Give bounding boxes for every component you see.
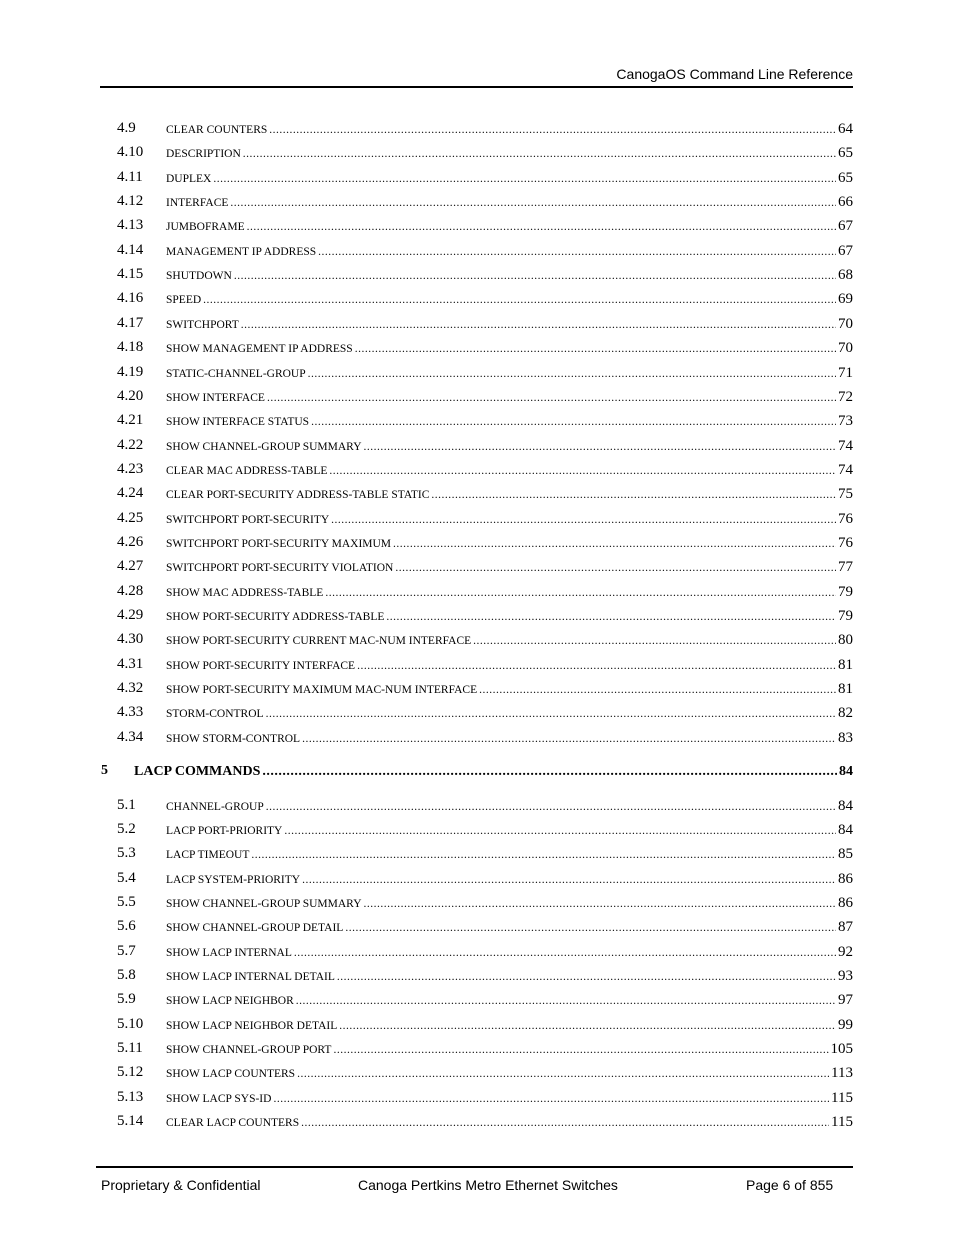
dot-leader	[386, 608, 836, 626]
toc-page-number: 76	[838, 510, 853, 527]
dot-leader	[284, 822, 836, 840]
toc-section-title: LACP SYSTEM-PRIORITY	[166, 873, 301, 886]
toc-section-number: 5.1	[117, 796, 136, 813]
toc-section-title: DUPLEX	[166, 172, 212, 185]
toc-page-number: 69	[838, 291, 853, 308]
toc-entry-line	[166, 1016, 853, 1035]
dot-leader	[302, 730, 836, 748]
dot-leader	[311, 413, 836, 431]
toc-entry[interactable]	[0, 555, 954, 579]
toc-entry-line	[166, 364, 853, 383]
toc-entry[interactable]	[0, 580, 954, 604]
dot-leader	[247, 218, 836, 236]
toc-entry-line	[166, 797, 853, 816]
toc-page-number: 75	[838, 486, 853, 503]
toc-page-number: 65	[838, 169, 853, 186]
toc-section-title: LACP PORT-PRIORITY	[166, 824, 283, 837]
toc-page-number: 67	[838, 218, 853, 235]
toc-entry-line	[166, 1040, 853, 1059]
toc-page-number: 85	[838, 846, 853, 863]
footer-confidentiality: Proprietary & Confidential	[101, 1177, 261, 1193]
toc-entry[interactable]	[0, 653, 954, 677]
toc-entry-line	[166, 845, 853, 864]
toc-section-title: SWITCHPORT PORT-SECURITY VIOLATION	[166, 562, 394, 575]
dot-leader	[364, 895, 836, 913]
dot-leader	[308, 365, 836, 383]
toc-page-number: 64	[838, 121, 853, 137]
toc-section-number: 4.21	[117, 412, 144, 429]
toc-entry-line	[166, 266, 853, 285]
toc-entry[interactable]	[0, 1110, 954, 1134]
toc-entry[interactable]	[0, 677, 954, 701]
toc-entry-line	[166, 193, 853, 212]
toc-section-title: SHOW STORM-CONTROL	[166, 732, 301, 745]
toc-page-number: 83	[838, 729, 853, 746]
toc-entry[interactable]	[0, 794, 954, 818]
toc-entry-line	[166, 120, 853, 139]
toc-section-title: SHOW CHANNEL-GROUP SUMMARY	[166, 440, 362, 453]
dot-leader	[269, 121, 836, 139]
toc-entry[interactable]	[0, 482, 954, 506]
dot-leader	[355, 340, 836, 358]
toc-page-number: 86	[838, 870, 853, 887]
dot-leader	[345, 919, 836, 937]
toc-section-title: SHOW LACP COUNTERS	[166, 1068, 296, 1081]
toc-section-number: 5.14	[117, 1113, 144, 1130]
toc-entry[interactable]	[0, 842, 954, 866]
toc-entry[interactable]	[0, 1086, 954, 1110]
toc-entry-line	[134, 763, 853, 781]
toc-entry-line	[166, 991, 853, 1010]
toc-page-number: 82	[838, 705, 853, 722]
toc-section-number: 5.11	[117, 1040, 143, 1057]
dot-leader	[266, 705, 836, 723]
dot-leader	[251, 846, 836, 864]
toc-entry[interactable]	[0, 818, 954, 842]
toc-entry[interactable]	[0, 1037, 954, 1061]
toc-entry[interactable]	[0, 239, 954, 263]
toc-page-number: 67	[838, 242, 853, 259]
toc-entry-line	[166, 631, 853, 650]
toc-entry[interactable]	[0, 190, 954, 214]
dot-leader	[262, 763, 837, 781]
toc-entry[interactable]	[0, 1061, 954, 1085]
toc-section-number: 5.2	[117, 820, 136, 837]
dot-leader	[213, 170, 836, 188]
toc-entry-line	[166, 412, 853, 431]
toc-page-number: 66	[838, 194, 853, 211]
dot-leader	[273, 1090, 829, 1108]
dot-leader	[357, 657, 836, 675]
toc-section-number: 4.24	[117, 485, 144, 502]
toc-section-number: 4.12	[117, 193, 144, 210]
dot-leader	[234, 267, 836, 285]
toc-section-number: 5.13	[117, 1088, 144, 1105]
toc-chapter-entry[interactable]	[0, 760, 954, 784]
dot-leader	[364, 438, 836, 456]
toc-section-title: SHOW PORT-SECURITY ADDRESS-TABLE	[166, 611, 385, 623]
toc-page-number: 74	[838, 461, 853, 478]
toc-section-title: SHUTDOWN	[166, 270, 232, 283]
toc-section-title: CHANNEL-GROUP	[166, 800, 264, 813]
toc-page-number: 72	[838, 388, 853, 405]
dot-leader	[479, 681, 836, 699]
dot-leader	[431, 486, 836, 504]
toc-section-number: 4.15	[117, 266, 144, 283]
dot-leader	[296, 992, 836, 1010]
toc-page-number: 84	[839, 763, 853, 779]
dot-leader	[297, 1065, 829, 1083]
toc-entry-line	[166, 315, 853, 334]
toc-section-number: 4.33	[117, 704, 144, 721]
toc-section-title: SHOW LACP INTERNAL DETAIL	[166, 971, 335, 984]
toc-entry-line	[166, 388, 853, 407]
toc-entry[interactable]	[0, 117, 954, 141]
dot-leader	[393, 535, 836, 553]
toc-section-number: 4.22	[117, 436, 144, 453]
toc-entry-line	[166, 704, 853, 723]
toc-page-number: 81	[838, 681, 853, 698]
toc-entry-line	[166, 290, 853, 309]
toc-entry-line	[166, 242, 853, 261]
dot-leader	[301, 1114, 829, 1132]
toc-entry-line	[166, 918, 853, 937]
toc-page-number: 70	[838, 340, 853, 357]
toc-section-title: SHOW MAC ADDRESS-TABLE	[166, 586, 324, 599]
toc-section-title: SHOW CHANNEL-GROUP PORT	[166, 1044, 332, 1057]
toc-section-number: 4.30	[117, 631, 144, 648]
toc-page-number: 68	[838, 267, 853, 284]
toc-entry-line	[166, 1064, 853, 1083]
toc-entry[interactable]	[0, 726, 954, 750]
toc-section-title: CLEAR LACP COUNTERS	[166, 1117, 300, 1130]
dot-leader	[331, 511, 836, 529]
toc-section-number: 4.20	[117, 387, 144, 404]
toc-page-number: 87	[838, 919, 853, 936]
toc-entry-line	[166, 339, 853, 358]
toc-entry[interactable]	[0, 336, 954, 360]
toc-section-number: 5	[101, 762, 108, 778]
toc-entry[interactable]	[0, 531, 954, 555]
toc-entry-line	[166, 1113, 853, 1132]
toc-entry[interactable]	[0, 1013, 954, 1037]
toc-entry[interactable]	[0, 141, 954, 165]
toc-section-number: 5.6	[117, 918, 136, 935]
dot-leader	[302, 871, 836, 889]
dot-leader	[243, 145, 836, 163]
toc-entry[interactable]	[0, 940, 954, 964]
toc-entry[interactable]	[0, 385, 954, 409]
toc-entry-line	[166, 169, 853, 188]
toc-page-number: 73	[838, 413, 853, 430]
toc-entry[interactable]	[0, 701, 954, 725]
toc-entry[interactable]	[0, 915, 954, 939]
toc-section-number: 5.12	[117, 1064, 144, 1081]
toc-section-number: 4.18	[117, 339, 144, 356]
toc-section-title: SHOW PORT-SECURITY CURRENT MAC-NUM INTERFACE	[166, 635, 472, 648]
dot-leader	[203, 291, 836, 309]
dot-leader	[294, 944, 836, 962]
toc-section-number: 4.31	[117, 655, 144, 672]
toc-section-number: 5.9	[117, 991, 136, 1008]
toc-page-number: 79	[838, 608, 853, 624]
dot-leader	[241, 316, 836, 334]
toc-page-number: 105	[830, 1041, 853, 1058]
toc-entry-line	[166, 217, 853, 236]
toc-entry-line	[166, 534, 853, 553]
toc-section-title: DESCRIPTION	[166, 148, 241, 161]
toc-section-number: 4.34	[117, 728, 144, 745]
toc-page-number: 70	[838, 315, 853, 332]
dot-leader	[339, 1017, 836, 1035]
toc-section-number: 4.13	[117, 217, 144, 234]
toc-section-title: CLEAR COUNTERS	[166, 124, 268, 136]
toc-section-number: 5.10	[117, 1015, 144, 1032]
toc-entry[interactable]	[0, 166, 954, 190]
toc-page-number: 86	[838, 895, 853, 911]
toc-entry[interactable]	[0, 361, 954, 385]
toc-entry-line	[166, 558, 853, 577]
toc-section-title: JUMBOFRAME	[166, 221, 245, 234]
toc-entry[interactable]	[0, 604, 954, 628]
toc-page-number: 84	[838, 797, 853, 814]
toc-section-number: 4.10	[117, 144, 144, 161]
toc-page-number: 113	[831, 1065, 853, 1082]
toc-entry-line	[166, 680, 853, 699]
toc-section-number: 4.32	[117, 680, 144, 697]
toc-section-number: 4.29	[117, 607, 144, 623]
toc-entry-line	[166, 607, 853, 626]
dot-leader	[329, 462, 836, 480]
dot-leader	[325, 584, 836, 602]
toc-section-title: SHOW PORT-SECURITY MAXIMUM MAC-NUM INTERFACE	[166, 684, 478, 697]
toc-entry-line	[166, 967, 853, 986]
toc-page-number: 97	[838, 992, 853, 1009]
dot-leader	[333, 1041, 828, 1059]
toc-section-number: 4.17	[117, 314, 144, 331]
dot-leader	[230, 194, 836, 212]
toc-page-number: 77	[838, 559, 853, 576]
toc-entry-line	[166, 943, 853, 962]
toc-section-title: MANAGEMENT IP ADDRESS	[166, 245, 317, 258]
toc-section-title: SHOW LACP SYS-ID	[166, 1092, 272, 1105]
toc-page-number: 79	[838, 583, 853, 600]
toc-section-title: CLEAR MAC ADDRESS-TABLE	[166, 464, 328, 477]
toc-entry[interactable]	[0, 458, 954, 482]
toc-section-number: 5.7	[117, 942, 136, 959]
toc-section-title: SHOW PORT-SECURITY INTERFACE	[166, 659, 356, 672]
toc-section-number: 4.27	[117, 558, 144, 575]
toc-section-title: STATIC-CHANNEL-GROUP	[166, 367, 306, 380]
toc-section-title: INTERFACE	[166, 197, 229, 210]
dot-leader	[266, 798, 836, 816]
toc-entry[interactable]	[0, 214, 954, 238]
toc-page-number: 115	[831, 1114, 853, 1131]
toc-page-number: 80	[838, 632, 853, 649]
toc-page-number: 93	[838, 968, 853, 985]
toc-entry[interactable]	[0, 263, 954, 287]
toc-section-number: 5.4	[117, 869, 136, 886]
toc-entry-line	[166, 870, 853, 889]
toc-entry[interactable]	[0, 964, 954, 988]
toc-entry-line	[166, 1089, 853, 1108]
toc-entry-line	[166, 729, 853, 748]
dot-leader	[318, 243, 836, 261]
toc-section-title: SHOW LACP INTERNAL	[166, 946, 292, 959]
toc-section-title: SHOW INTERFACE	[166, 391, 265, 404]
toc-section-title: STORM-CONTROL	[166, 708, 264, 721]
toc-entry-line	[166, 583, 853, 602]
toc-entry-line	[166, 510, 853, 529]
toc-entry[interactable]	[0, 628, 954, 652]
toc-page-number: 115	[831, 1089, 853, 1106]
toc-section-title: LACP COMMANDS	[134, 763, 261, 779]
toc-entry[interactable]	[0, 409, 954, 433]
toc-entry[interactable]	[0, 312, 954, 336]
toc-section-number: 4.9	[117, 120, 136, 136]
toc-entry[interactable]	[0, 434, 954, 458]
toc-section-title: SPEED	[166, 294, 202, 307]
toc-entry[interactable]	[0, 891, 954, 915]
toc-page-number: 99	[838, 1016, 853, 1033]
toc-entry-line	[166, 656, 853, 675]
toc-section-title: SWITCHPORT	[166, 318, 239, 331]
toc-entry-line	[166, 437, 853, 456]
toc-section-number: 4.23	[117, 460, 144, 477]
toc-section-number: 4.25	[117, 509, 144, 526]
toc-section-number: 4.19	[117, 363, 144, 380]
dot-leader	[473, 632, 836, 650]
toc-entry[interactable]	[0, 988, 954, 1012]
toc-section-title: SHOW MANAGEMENT IP ADDRESS	[166, 343, 353, 356]
toc-entry-line	[166, 144, 853, 163]
toc-section-title: SHOW CHANNEL-GROUP DETAIL	[166, 922, 344, 935]
toc-section-number: 5.8	[117, 967, 136, 984]
toc-entry-line	[166, 485, 853, 504]
toc-entry-line	[166, 894, 853, 913]
dot-leader	[267, 389, 836, 407]
toc-section-number: 4.14	[117, 241, 144, 258]
toc-section-number: 4.26	[117, 533, 144, 550]
document-title: CanogaOS Command Line Reference	[616, 66, 853, 82]
toc-section-number: 5.3	[117, 845, 136, 862]
toc-section-title: SHOW CHANNEL-GROUP SUMMARY	[166, 898, 362, 910]
toc-section-title: SWITCHPORT PORT-SECURITY MAXIMUM	[166, 537, 392, 550]
toc-page-number: 92	[838, 943, 853, 960]
dot-leader	[395, 559, 836, 577]
toc-page-number: 65	[838, 145, 853, 162]
toc-entry-line	[166, 461, 853, 480]
toc-page-number: 84	[838, 821, 853, 838]
toc-section-title: SHOW LACP NEIGHBOR	[166, 995, 294, 1008]
toc-section-title: LACP TIMEOUT	[166, 849, 250, 862]
toc-section-title: SHOW INTERFACE STATUS	[166, 416, 310, 429]
toc-section-number: 5.5	[117, 894, 136, 910]
dot-leader	[337, 968, 836, 986]
footer-product: Canoga Pertkins Metro Ethernet Switches	[358, 1177, 618, 1193]
page-header	[100, 66, 853, 88]
toc-entry[interactable]	[0, 287, 954, 311]
toc-page-number: 74	[838, 437, 853, 454]
footer-page-number: Page 6 of 855	[746, 1177, 834, 1193]
toc-section-number: 4.16	[117, 290, 144, 307]
toc-page-number: 76	[838, 534, 853, 551]
toc-section-title: SWITCHPORT PORT-SECURITY	[166, 513, 330, 526]
toc-entry-line	[166, 821, 853, 840]
toc-section-number: 4.11	[117, 168, 143, 185]
toc-page-number: 81	[838, 656, 853, 673]
toc-entry[interactable]	[0, 867, 954, 891]
toc-section-number: 4.28	[117, 582, 144, 599]
toc-entry[interactable]	[0, 507, 954, 531]
toc-section-title: SHOW LACP NEIGHBOR DETAIL	[166, 1019, 338, 1032]
toc-section-title: CLEAR PORT-SECURITY ADDRESS-TABLE STATIC	[166, 489, 430, 502]
toc-page-number: 71	[838, 364, 853, 381]
page-footer	[96, 1166, 853, 1196]
